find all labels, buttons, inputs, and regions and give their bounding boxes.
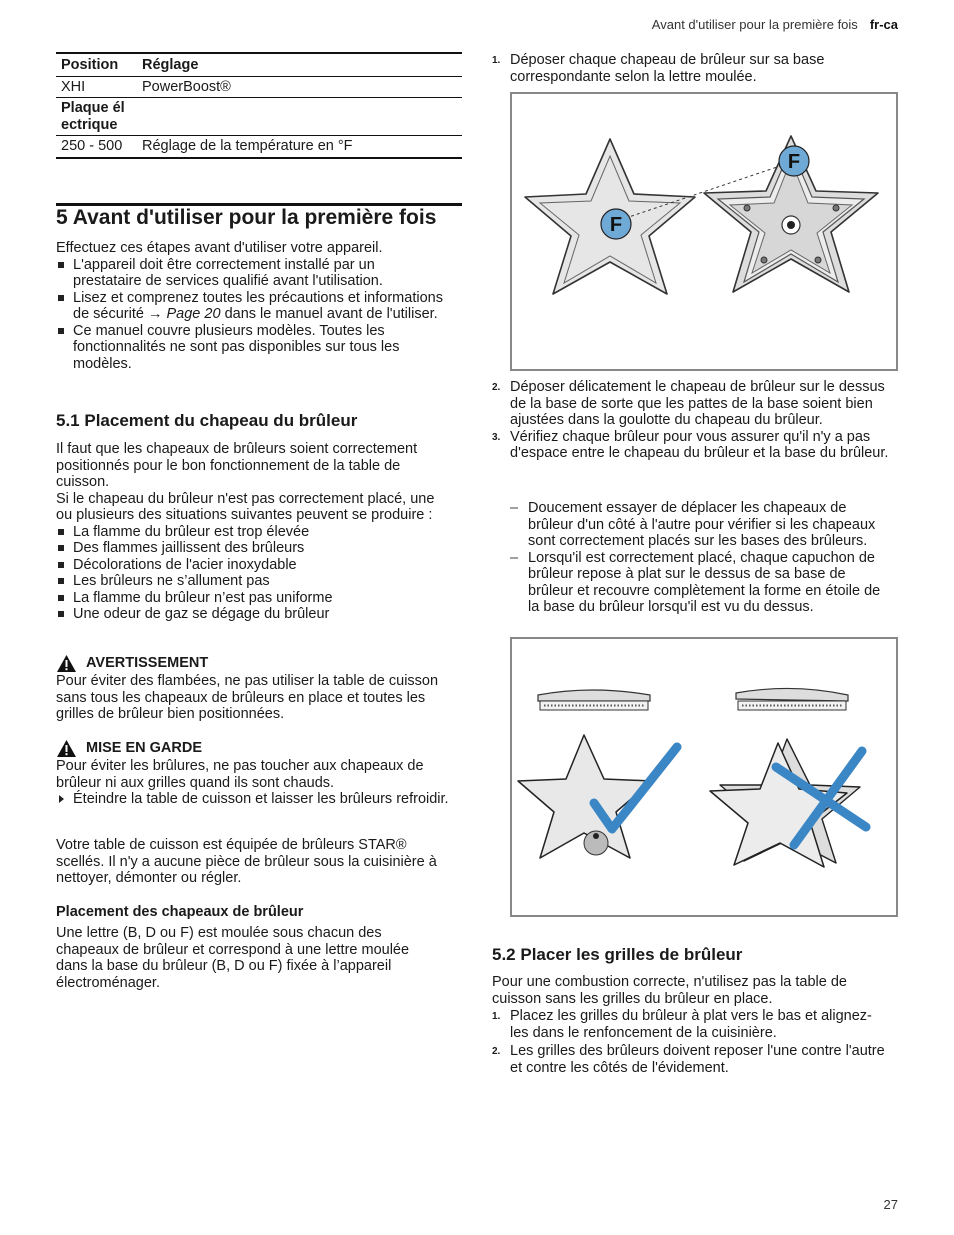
requirements-list (56, 257, 446, 373)
caution-text: Pour éviter les brûlures, ne pas toucher aux chapeaux de brûleur ni aux grilles quand ils sont chauds. (56, 758, 424, 791)
caution-title: MISE EN GARDE (86, 740, 203, 757)
section-intro-block (56, 240, 446, 372)
letter-badge-left (601, 209, 631, 239)
warning-icon (56, 739, 77, 758)
paragraph: Si le chapeau du brûleur n'est pas correctement placé, une ou plusieurs des situations suivantes peuvent se produire : (56, 490, 435, 523)
steps-list (492, 52, 892, 85)
list-item (492, 1008, 887, 1041)
subsection-title: 5.2 Placer les grilles de brûleur (492, 945, 743, 964)
paragraph: Pour une combustion correcte, n'utilisez pas la table de cuisson sans les grilles du brûleur en place. (492, 974, 847, 1007)
table-cell: Plaque électrique (56, 98, 137, 136)
page-link[interactable]: Page 20 (166, 306, 221, 322)
list-item: Ce manuel couvre plusieurs modèles. Toutes les fonctionnalités ne sont pas disponibles sur tous les modèles. (56, 323, 446, 373)
cap-seating-figure (510, 637, 898, 917)
caution-action (56, 791, 456, 808)
list-item: La flamme du brûleur est trop élevée (56, 524, 451, 541)
warning-title: AVERTISSEMENT (86, 655, 209, 672)
warning-block (56, 654, 451, 723)
arrow-icon: → (147, 306, 163, 322)
steps-list (492, 379, 902, 462)
list-item: – Lorsqu'il est correctement placé, chaque capuchon de brûleur repose à plat sur le dessus de sa base de brûleur et recouvre complètement la forme en étoile de la base du brûleur lorsqu'il est vu du dessus. (510, 550, 890, 616)
caps-paragraph (56, 925, 441, 991)
table-row (56, 76, 462, 98)
language-code: fr-ca (869, 17, 898, 32)
incorrect-side-view (736, 688, 848, 710)
step-text: Déposer délicatement le chapeau de brûleur sur le dessus de la base de sorte que les pattes de la base soient bien ajustées dans la goulotte du chapeau du brûleur. (510, 379, 885, 428)
steps-2-3 (492, 379, 902, 462)
step-number: 2. (492, 1046, 501, 1057)
triangle-bullet-icon (59, 795, 64, 803)
letter-badge-right (779, 146, 809, 176)
list-item: L'appareil doit être correctement installé par un prestataire de services qualifié avant l'utilisation. (56, 257, 446, 290)
step-number: 2. (492, 382, 501, 393)
caution-action-text: Éteindre la table de cuisson et laisser les brûleurs refroidir. (73, 791, 449, 807)
table-header-row (56, 53, 462, 76)
running-title: Avant d'utiliser pour la première fois (651, 17, 858, 32)
step-text: Vérifiez chaque brûleur pour vous assurer qu'il n'y a pas d'espace entre le chapeau du brûleur et la base du brûleur. (510, 428, 889, 461)
paragraph: Il faut que les chapeaux de brûleurs soient correctement positionnés pour le bon fonctionnement de la table de cuisson. (56, 441, 418, 490)
correct-cap-star (518, 735, 652, 858)
caution-block (56, 739, 456, 808)
table-cell: XHI (56, 76, 137, 98)
list-item: Décolorations de l'acier inoxydable (56, 557, 451, 574)
grates-section (492, 974, 887, 1076)
intro-text: Effectuez ces étapes avant d'utiliser votre appareil. (56, 240, 383, 256)
table-row (56, 136, 462, 158)
problems-list (56, 524, 451, 623)
list-item: Une odeur de gaz se dégage du brûleur (56, 606, 451, 623)
table-cell: Réglage de la température en °F (137, 136, 462, 158)
step-1 (492, 52, 892, 85)
star-burners-note (56, 837, 456, 887)
step-number: 1. (492, 1011, 501, 1022)
paragraph: Une lettre (B, D ou F) est moulée sous chacun des chapeaux de brûleur et correspond à une lettre moulée dans la base du brûleur (B, D ou F) fixée à l’appareil électroménager. (56, 925, 410, 991)
subheading: Placement des chapeaux de brûleur (56, 904, 304, 920)
steps-list (492, 1008, 887, 1076)
page-number: 27 (883, 1197, 898, 1212)
list-item (492, 379, 902, 429)
list-item (492, 1043, 887, 1076)
step-text: Déposer chaque chapeau de brûleur sur sa base correspondante selon la lettre moulée. (510, 52, 825, 85)
list-item: – Doucement essayer de déplacer les chapeaux de brûleur d'un côté à l'autre pour vérifier si les chapeaux sont correctement placés sur les bases des brûleurs. (510, 500, 890, 550)
list-item (492, 429, 902, 462)
list-item: Les brûleurs ne s’allument pas (56, 573, 451, 590)
caution-heading (56, 739, 456, 758)
badge-letter: F (787, 151, 801, 173)
list-item-text: Lisez et comprenez toutes les précautions et informations de sécurité (73, 289, 443, 322)
paragraph: Votre table de cuisson est équipée de brûleurs STAR® scellés. Il n'y a aucune pièce de brûleur sous la cuisinière à nettoyer, démonter ou régler. (56, 837, 437, 886)
subsection-body (56, 441, 451, 623)
running-header (652, 17, 898, 34)
section-title: 5 Avant d'utiliser pour la première fois (56, 206, 437, 229)
step-text: Placez les grilles du brûleur à plat vers le bas et alignez-les dans le renfoncement de la cuisinière. (510, 1008, 872, 1041)
correct-side-view (538, 690, 650, 710)
list-item: Des flammes jaillissent des brûleurs (56, 540, 451, 557)
warning-text: Pour éviter des flambées, ne pas utiliser la table de cuisson sans tous les chapeaux de brûleurs en place et toutes les grilles de brûleur bien positionnées. (56, 673, 439, 722)
list-item (492, 52, 892, 85)
substeps-list (510, 500, 890, 616)
settings-table (56, 52, 462, 159)
warning-heading (56, 654, 451, 673)
table-cell (137, 98, 462, 136)
list-item-text: dans le manuel avant de l'utiliser. (224, 306, 438, 322)
list-item: La flamme du brûleur n’est pas uniforme (56, 590, 451, 607)
list-item (56, 290, 446, 323)
table-cell: 250 - 500 (56, 136, 137, 158)
cap-seating-illustration (512, 639, 896, 915)
table-row (56, 98, 462, 136)
badge-letter: F (609, 214, 623, 236)
column-header: Position (56, 53, 137, 76)
burner-cap-illustration (512, 94, 896, 369)
step-number: 3. (492, 431, 501, 443)
column-header: Réglage (137, 53, 462, 76)
table-cell: PowerBoost® (137, 76, 462, 98)
burner-cap-figure (510, 92, 898, 371)
warning-icon (56, 654, 77, 673)
check-substeps (510, 500, 890, 616)
step-text: Les grilles des brûleurs doivent reposer l'une contre l'autre et contre les côtés de l'évidement. (510, 1043, 885, 1076)
step-number: 1. (492, 55, 501, 66)
subsection-title: 5.1 Placement du chapeau du brûleur (56, 411, 358, 430)
